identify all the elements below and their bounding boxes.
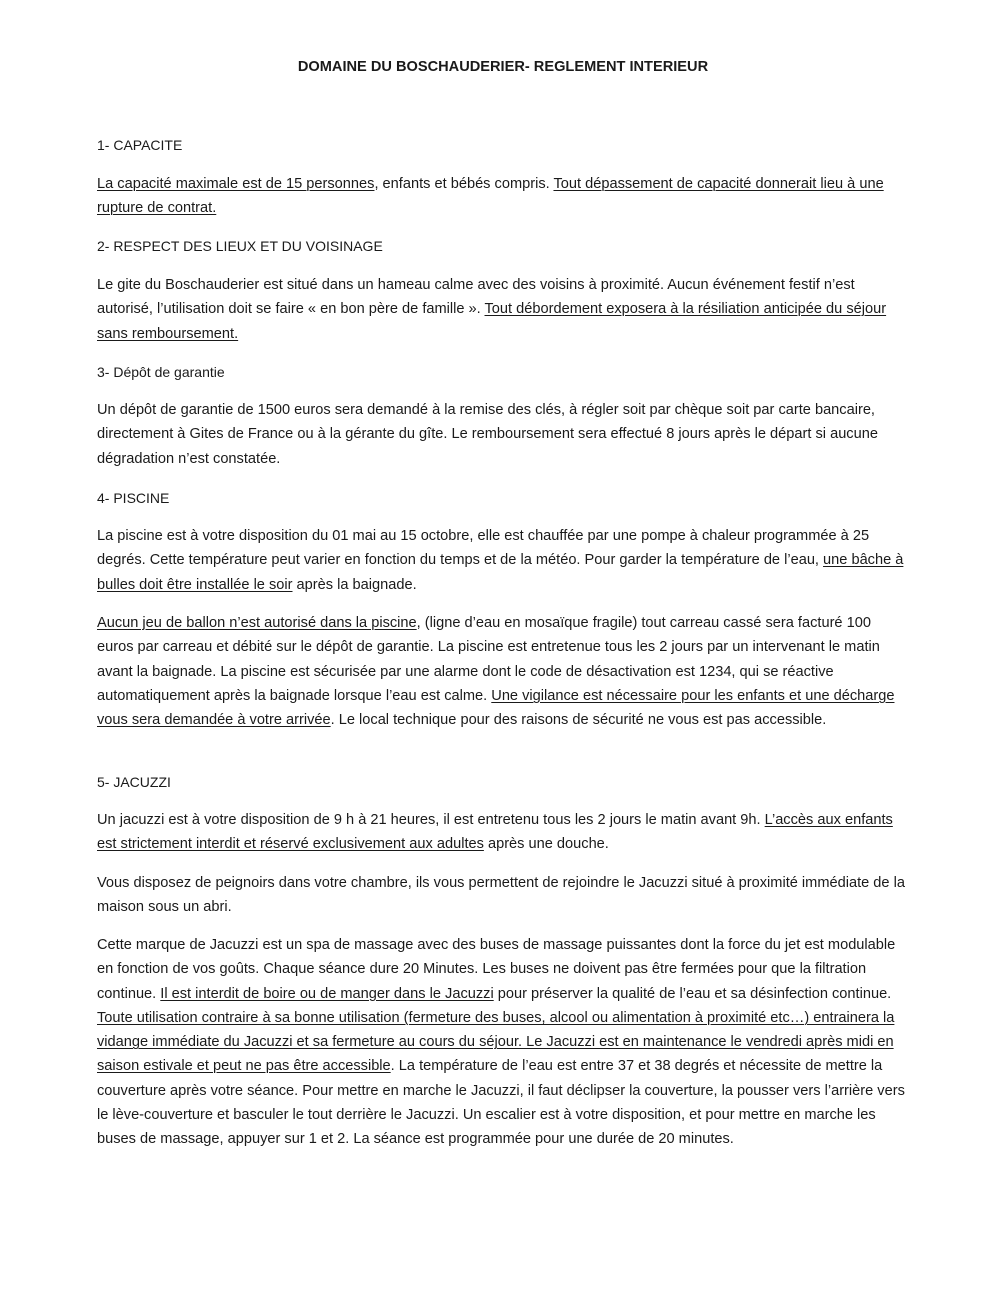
paragraph-text: Un dépôt de garantie de 1500 euros sera demandé à la remise des clés, à régler soit par chèque soit par carte bancaire, directement à Gites de France ou à la gérante du gîte. Le remboursement sera effectué 8 jours après le départ si aucune dégradation n’est constatée. xyxy=(97,402,878,467)
paragraph-text: après une douche. xyxy=(483,836,609,853)
underlined-text: une bâche à bulles doit être installée le soir xyxy=(97,552,904,593)
paragraph-text: . La température de l’eau est entre 37 et 38 degrés et nécessite de mettre la couverture après votre séance. Pour mettre en marche le Jacuzzi, il faut déclipser la couverture, la pousser vers l’arrière vers le lève-couverture et basculer le tout derrière le Jacuzzi. Un escalier est à votre disposition, et pour mettre en marche les buses de massage, appuyer sur 1 et 2. La séance est programmée pour une durée de 20 minutes. xyxy=(97,1058,905,1148)
paragraph-piscine-1 xyxy=(97,524,905,597)
section-heading-capacite: 1- CAPACITE xyxy=(97,137,183,153)
paragraph-jacuzzi-1 xyxy=(97,808,905,857)
paragraph-text: Un jacuzzi est à votre disposition de 9 h à 21 heures, il est entretenu tous les 2 jours le matin avant 9h. xyxy=(97,812,765,828)
paragraph-text: , (ligne d’eau en mosaïque fragile) tout carreau cassé sera facturé 100 euros par carreau et débité sur le dépôt de garantie. La piscine est entretenue tous les 2 jours par un intervenant le matin avant la baignade. La piscine est sécurisée par une alarme dont le code de désactivation est 1234, qui se réactive automatiquement après la baignade lorsque l’eau est calme. xyxy=(97,615,880,704)
section-heading-jacuzzi: 5- JACUZZI xyxy=(97,774,171,790)
underlined-text: Tout dépassement de capacité donnerait lieu à une rupture de contrat. xyxy=(97,176,884,217)
paragraph-piscine-2 xyxy=(97,611,905,732)
underlined-text: Aucun jeu de ballon n’est autorisé dans la piscine xyxy=(97,615,417,631)
underlined-text: Tout débordement exposera à la résiliation anticipée du séjour sans remboursement. xyxy=(97,301,887,342)
paragraph-jacuzzi-3 xyxy=(97,933,905,1152)
section-heading-piscine: 4- PISCINE xyxy=(97,490,170,506)
paragraph-jacuzzi-2 xyxy=(97,871,905,920)
paragraph-text: Le gite du Boschauderier est situé dans un hameau calme avec des voisins à proximité. Aucun événement festif n’est autorisé, l’utilisation doit se faire « en bon père de famille ». xyxy=(97,277,855,318)
paragraph-text: pour préserver la qualité de l’eau et sa désinfection continue. xyxy=(493,985,892,1002)
underlined-text: Une vigilance est nécessaire pour les enfants et une décharge vous sera demandée à votre arrivée xyxy=(97,687,895,729)
paragraph-capacite xyxy=(97,172,905,221)
paragraph-text: Vous disposez de peignoirs dans votre chambre, ils vous permettent de rejoindre le Jacuzzi situé à proximité immédiate de la maison sous un abri. xyxy=(97,875,905,916)
paragraph-text: . Le local technique pour des raisons de sécurité ne vous est pas accessible. xyxy=(330,712,827,729)
document-title: DOMAINE DU BOSCHAUDERIER- REGLEMENT INTERIEUR xyxy=(297,59,709,75)
section-heading-depot: 3- Dépôt de garantie xyxy=(97,364,225,380)
paragraph-text: après la baignade. xyxy=(292,576,417,593)
paragraph-text: La piscine est à votre disposition du 01 mai au 15 octobre, elle est chauffée par une pompe à chaleur programmée à 25 degrés. Cette température peut varier en fonction du temps et de la météo. Pour garder la température de l’eau, xyxy=(97,528,870,569)
paragraph-depot xyxy=(97,398,905,471)
paragraph-text: Cette marque de Jacuzzi est un spa de massage avec des buses de massage puissantes dont la force du jet est modulable en fonction de vos goûts. Chaque séance dure 20 Minutes. Les buses ne doivent pas être fermées pour que la filtration continue. xyxy=(97,937,896,1002)
underlined-text: L’accès aux enfants est strictement interdit et réservé exclusivement aux adultes xyxy=(97,812,893,853)
paragraph-text: , enfants et bébés compris. xyxy=(374,176,554,192)
section-heading-respect: 2- RESPECT DES LIEUX ET DU VOISINAGE xyxy=(97,238,383,254)
underlined-text: Il est interdit de boire ou de manger dans le Jacuzzi xyxy=(160,985,494,1002)
paragraph-respect xyxy=(97,273,905,346)
underlined-text: Toute utilisation contraire à sa bonne utilisation (fermeture des buses, alcool ou alimentation à proximité etc…) entrainera la vidange immédiate du Jacuzzi et sa fermeture au cours du séjour. Le Jacuzzi est en maintenance le vendredi après midi en saison estivale et peut ne pas être accessible xyxy=(97,1009,895,1075)
underlined-text: La capacité maximale est de 15 personnes xyxy=(97,176,375,192)
